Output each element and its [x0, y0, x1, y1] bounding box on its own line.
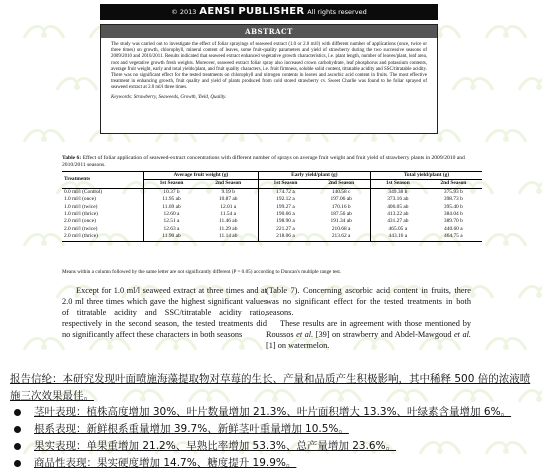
publisher-name: AENSI PUBLISHER: [199, 6, 305, 17]
table-cell-value: 197.06 ab: [330, 196, 352, 203]
table-cell-value: 373.16 ab: [371, 196, 425, 203]
table-cell-treatment: 1.0 ml/l (thrice): [64, 211, 98, 218]
table-cell-value: 140.58 c: [331, 188, 351, 195]
group-header-fruit-weight: Average fruit weight (g): [144, 172, 258, 180]
table-cell-treatment: 2.0 ml/l (thrice): [62, 233, 144, 241]
table-row: [62, 233, 482, 241]
table-row: [62, 218, 482, 225]
body-column-left: [62, 285, 267, 340]
table-cell-value: 11.90 ab: [144, 233, 199, 241]
watermark-mark-icon: [483, 332, 529, 354]
table-cell-value: 11.29 ab: [219, 225, 238, 232]
table-cell-value: 9.19 b: [221, 188, 235, 195]
table-row: [62, 188, 482, 196]
summary-bullet-text: 根系表现：新鲜根系重量增加 39.7%、新鲜茎叶重量增加 10.5%。: [34, 423, 349, 435]
publisher-banner: [100, 4, 438, 20]
watermark-mark-icon: [21, 228, 67, 250]
body-text: et al.: [296, 330, 314, 339]
group-header-total-yield: Total yield/plant (g): [371, 172, 483, 180]
table-row: [62, 211, 482, 218]
table-cell-value: 11.54 a: [220, 211, 237, 218]
bullet-dot-icon: [14, 443, 21, 450]
season-header: 1st Season: [371, 180, 425, 188]
table-cell-value: 218.06 a: [258, 233, 312, 241]
watermark-mark-icon: [483, 20, 529, 42]
season-header: 2nd Season: [199, 180, 258, 188]
season-header: 1st Season: [258, 180, 312, 188]
watermark-mark-icon: [516, 72, 542, 94]
abstract-text: The study was carried out to investigate the effect of foliar sprayings of seaweed extract (1.0 or 2.0 ml/l) with different number of applications (once, twice or three times) on growth, chlorophyll, mineral content of leaves, some fruit-quality parameters and yield of strawberry during the two successive seasons of 2009/2010 and 2010/2011. Results indicated that seaweed extract enhanced vegetative growth characteristics, i.e. plant length, number of leaves/plant, leaf area, root and vegetative growth fresh weights. Moreover, seaweed extract foliar spray also increased crown carbohydrate, leaf phosphorus and potassium contents, average fruit weight, early and total yields/plant, and fruit quality characters, i.e. fruit firmness, soluble solid content, titratable acidity and SSC/titratable acidity. There was no significant effect for the tested treatments on chlorophyll and nitrogen contents in leaves and ascorbic acid content in fruits. The most effective treatment in enhancing growth, fruit quality and yield of plants produced from cold stored strawberry cv. Sweet Charlie was found to be foliar sprayed of seaweed extract at 2.0 ml/l three times.: [111, 42, 427, 91]
table-cell-treatment: 0.0 ml/l (Control): [64, 188, 103, 195]
table-cell-treatment: 2.0 ml/l (once): [64, 218, 96, 225]
table-cell-value: 190.66 a: [258, 211, 312, 218]
watermark-mark-icon: [516, 176, 542, 198]
results-table: [62, 171, 482, 242]
copyright-year: © 2013: [171, 8, 197, 16]
body-paragraph: [266, 318, 471, 351]
watermark-mark-icon: [21, 124, 67, 146]
treatments-header: Treatments: [62, 172, 144, 189]
table-cell-value: 11.14 ab: [199, 233, 258, 241]
table-header-row: [62, 172, 482, 180]
summary-bullet-text: 商品性表现：果实硬度增加 14.7%、糖度提升 19.9%。: [34, 457, 297, 469]
table-cell-value: 413.22 ab: [371, 211, 425, 218]
watermark-mark-icon: [21, 332, 67, 354]
table-cell-value: 10.37 b: [144, 188, 199, 196]
body-paragraph: (Table 7). Concerning ascorbic acid content in fruits, there was no significant effect for the tested treatments in both seasons.: [266, 286, 471, 317]
watermark-mark-icon: [54, 72, 100, 94]
table-cell-value: 191.34 ab: [330, 218, 352, 225]
bullet-dot-icon: [14, 460, 21, 467]
table-cell-value: 12.01 a: [220, 203, 237, 210]
report-summary-lead: 报告信纶：本研究发现叶面喷施海藻提取物对草莓的生长、产量和品质产生积极影响，其中稀释 500 倍的浓液喷施三次效果最佳。: [10, 373, 531, 402]
table-footnote: Means within a column followed by the same letter are not significantly different (P = 0.05) according to Duncan's multiple range test.: [62, 269, 342, 275]
table-cell-value: 349.38 b: [371, 188, 425, 196]
table-cell-value: 11.46 ab: [219, 218, 238, 225]
table-caption-label: Table 6:: [62, 155, 82, 161]
table-cell-value: 213.62 a: [312, 233, 370, 241]
bullet-dot-icon: [14, 426, 21, 433]
table-cell-value: 199.27 a: [258, 204, 312, 211]
table-caption-text: Effect of foliar application of seaweed-extract concentrations with different number of sprays on average fruit weight and fruit yield of strawberry plants in 2009/2010 and 2010/2011 seasons.: [62, 155, 465, 168]
watermark-mark-icon: [483, 228, 529, 250]
table-cell-value: 389.70 b: [443, 218, 463, 225]
table-cell-value: 187.56 ab: [330, 211, 352, 218]
season-header: 2nd Season: [425, 180, 482, 188]
rights-text: All rights reserved: [307, 8, 367, 16]
body-text: [39] on strawberry and Abdel-Mawgoud: [313, 330, 454, 339]
table-cell-value: 192.12 a: [258, 196, 312, 203]
body-text: These results are in agreement with those mentioned by Roussos: [266, 319, 471, 339]
table-cell-value: 12.60 a: [144, 211, 199, 218]
table-cell-value: 440.60 a: [444, 225, 463, 232]
table-cell-treatment: 1.0 ml/l (once): [64, 196, 96, 203]
table-cell-value: 406.05 ab: [371, 204, 425, 211]
summary-bullet: [14, 404, 534, 421]
table-cell-value: 375.93 b: [443, 188, 463, 195]
bullet-dot-icon: [14, 409, 21, 416]
table-cell-value: 11.95 ab: [144, 196, 199, 203]
table-row: [62, 226, 482, 233]
abstract-box: [100, 24, 438, 134]
table-cell-value: 465.05 a: [371, 226, 425, 233]
table-cell-value: 398.73 b: [443, 196, 463, 203]
table-cell-treatment: 2.0 ml/l (twice): [64, 225, 98, 232]
table-cell-value: 12.63 a: [144, 226, 199, 233]
table-row: [62, 204, 482, 211]
table-cell-value: 10.87 ab: [218, 196, 238, 203]
summary-bullet: [14, 438, 534, 455]
watermark-mark-icon: [483, 124, 529, 146]
body-column-right: [266, 285, 471, 351]
group-header-early-yield: Early yield/plant (g): [258, 172, 370, 180]
table-cell-value: 210.68 a: [331, 225, 351, 232]
table-cell-value: 170.16 b: [331, 203, 351, 210]
table-cell-value: 221.27 a: [258, 226, 312, 233]
table-cell-value: 12.51 a: [144, 218, 199, 225]
season-header: 1st Season: [144, 180, 199, 188]
season-header: 2nd Season: [312, 180, 370, 188]
summary-bullet: [14, 455, 534, 472]
keywords: Keywords: Strawberry, Seaweeds, Growth, Yield, Quality.: [111, 94, 227, 100]
report-summary: [10, 371, 535, 405]
table-cell-value: 174.72 a: [258, 188, 312, 196]
body-paragraph: Except for 1.0 ml/l seaweed extract at three times and at 2.0 ml three times which gave the highest significant values of titratable acidity and SSC/titratable acidity ratio, respectively in the second season, the tested treatments did no significantly affect these characters in both seasons: [62, 286, 267, 339]
table-cell-value: 395.40 b: [443, 203, 463, 210]
watermark-mark-icon: [450, 72, 496, 94]
body-text: [1] on watermelon.: [266, 341, 330, 350]
summary-bullet-text: 茎叶表现：植株高度增加 30%、叶片数量增加 21.3%、叶片面积增大 13.3%、叶绿素含量增加 6%。: [34, 406, 512, 418]
table-caption: [62, 155, 482, 169]
table-cell-value: 198.90 a: [258, 218, 312, 225]
summary-bullet-text: 果实表现：单果重增加 21.2%、早熟比率增加 53.3%、总产量增加 23.6%。: [34, 440, 397, 452]
watermark-mark-icon: [21, 20, 67, 42]
table-cell-treatment: 1.0 ml/l (twice): [64, 203, 98, 210]
table-row: [62, 196, 482, 203]
abstract-heading: ABSTRACT: [101, 25, 437, 38]
summary-bullet-list: [14, 404, 534, 472]
summary-bullet: [14, 421, 534, 438]
table-cell-value: 431.27 ab: [371, 218, 425, 225]
watermark-mark-icon: [516, 280, 542, 302]
table-cell-value: 464.75 a: [425, 233, 482, 241]
table-cell-value: 11.69 ab: [144, 204, 199, 211]
table-cell-value: 443.16 a: [371, 233, 425, 241]
table-cell-value: 384.04 b: [443, 211, 463, 218]
body-text: et al.: [453, 330, 471, 339]
